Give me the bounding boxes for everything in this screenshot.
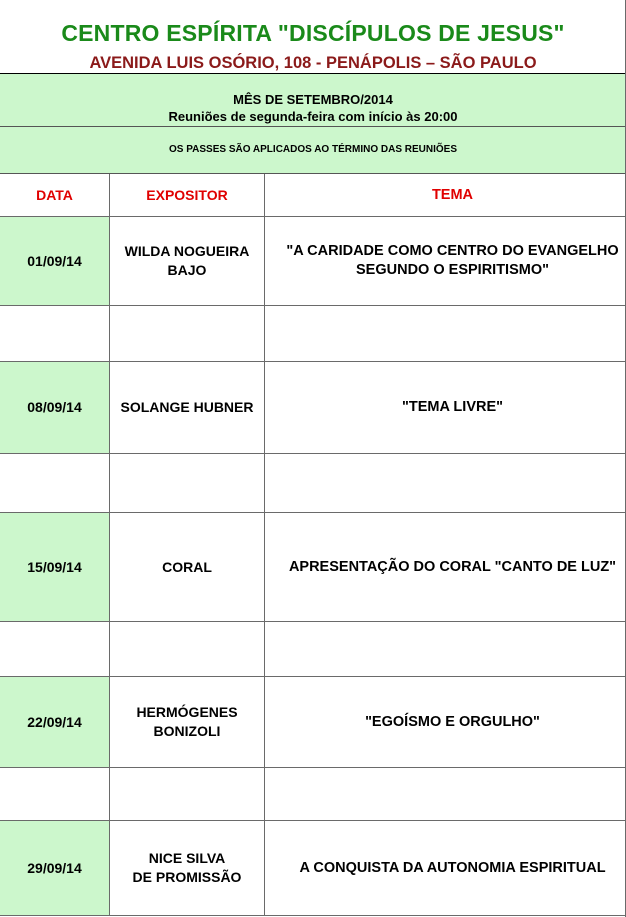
row-expositor: NICE SILVA DE PROMISSÃO bbox=[110, 821, 265, 916]
table-row bbox=[0, 677, 626, 768]
table-row bbox=[0, 217, 626, 306]
row-date: 29/09/14 bbox=[0, 821, 110, 916]
row-tema: "A CARIDADE COMO CENTRO DO EVANGELHO SEGUNDO O ESPIRITISMO" bbox=[265, 217, 626, 306]
row-date: 01/09/14 bbox=[0, 217, 110, 306]
row-tema: APRESENTAÇÃO DO CORAL "CANTO DE LUZ" bbox=[265, 513, 626, 622]
spacer-row bbox=[0, 306, 626, 362]
row-expositor: WILDA NOGUEIRA BAJO bbox=[110, 217, 265, 306]
passes-band bbox=[0, 127, 626, 174]
column-header-tema: TEMA bbox=[265, 174, 626, 217]
table-header-row bbox=[0, 174, 626, 217]
row-tema: A CONQUISTA DA AUTONOMIA ESPIRITUAL bbox=[265, 821, 626, 916]
address-line: AVENIDA LUIS OSÓRIO, 108 - PENÁPOLIS – SÃO PAULO bbox=[89, 54, 537, 72]
row-date: 08/09/14 bbox=[0, 362, 110, 454]
row-tema: "EGOÍSMO E ORGULHO" bbox=[265, 677, 626, 768]
month-label: MÊS DE SETEMBRO/2014 bbox=[233, 92, 393, 107]
table-row bbox=[0, 362, 626, 454]
spacer-row bbox=[0, 768, 626, 821]
column-header-expositor: EXPOSITOR bbox=[110, 174, 265, 217]
passes-label: OS PASSES SÃO APLICADOS AO TÉRMINO DAS REUNIÕES bbox=[169, 144, 457, 155]
row-expositor: HERMÓGENES BONIZOLI bbox=[110, 677, 265, 768]
spacer-row bbox=[0, 622, 626, 677]
row-tema: "TEMA LIVRE" bbox=[265, 362, 626, 454]
row-expositor: SOLANGE HUBNER bbox=[110, 362, 265, 454]
row-expositor: CORAL bbox=[110, 513, 265, 622]
spacer-row bbox=[0, 454, 626, 513]
row-date: 22/09/14 bbox=[0, 677, 110, 768]
column-header-data: DATA bbox=[0, 174, 110, 217]
page-title: CENTRO ESPÍRITA "DISCÍPULOS DE JESUS" bbox=[61, 20, 565, 46]
schedule-table bbox=[0, 174, 626, 916]
row-date: 15/09/14 bbox=[0, 513, 110, 622]
table-row bbox=[0, 821, 626, 916]
month-info-band bbox=[0, 74, 626, 127]
meetings-label: Reuniões de segunda-feira com início às 20:00 bbox=[168, 109, 458, 124]
table-row bbox=[0, 513, 626, 622]
